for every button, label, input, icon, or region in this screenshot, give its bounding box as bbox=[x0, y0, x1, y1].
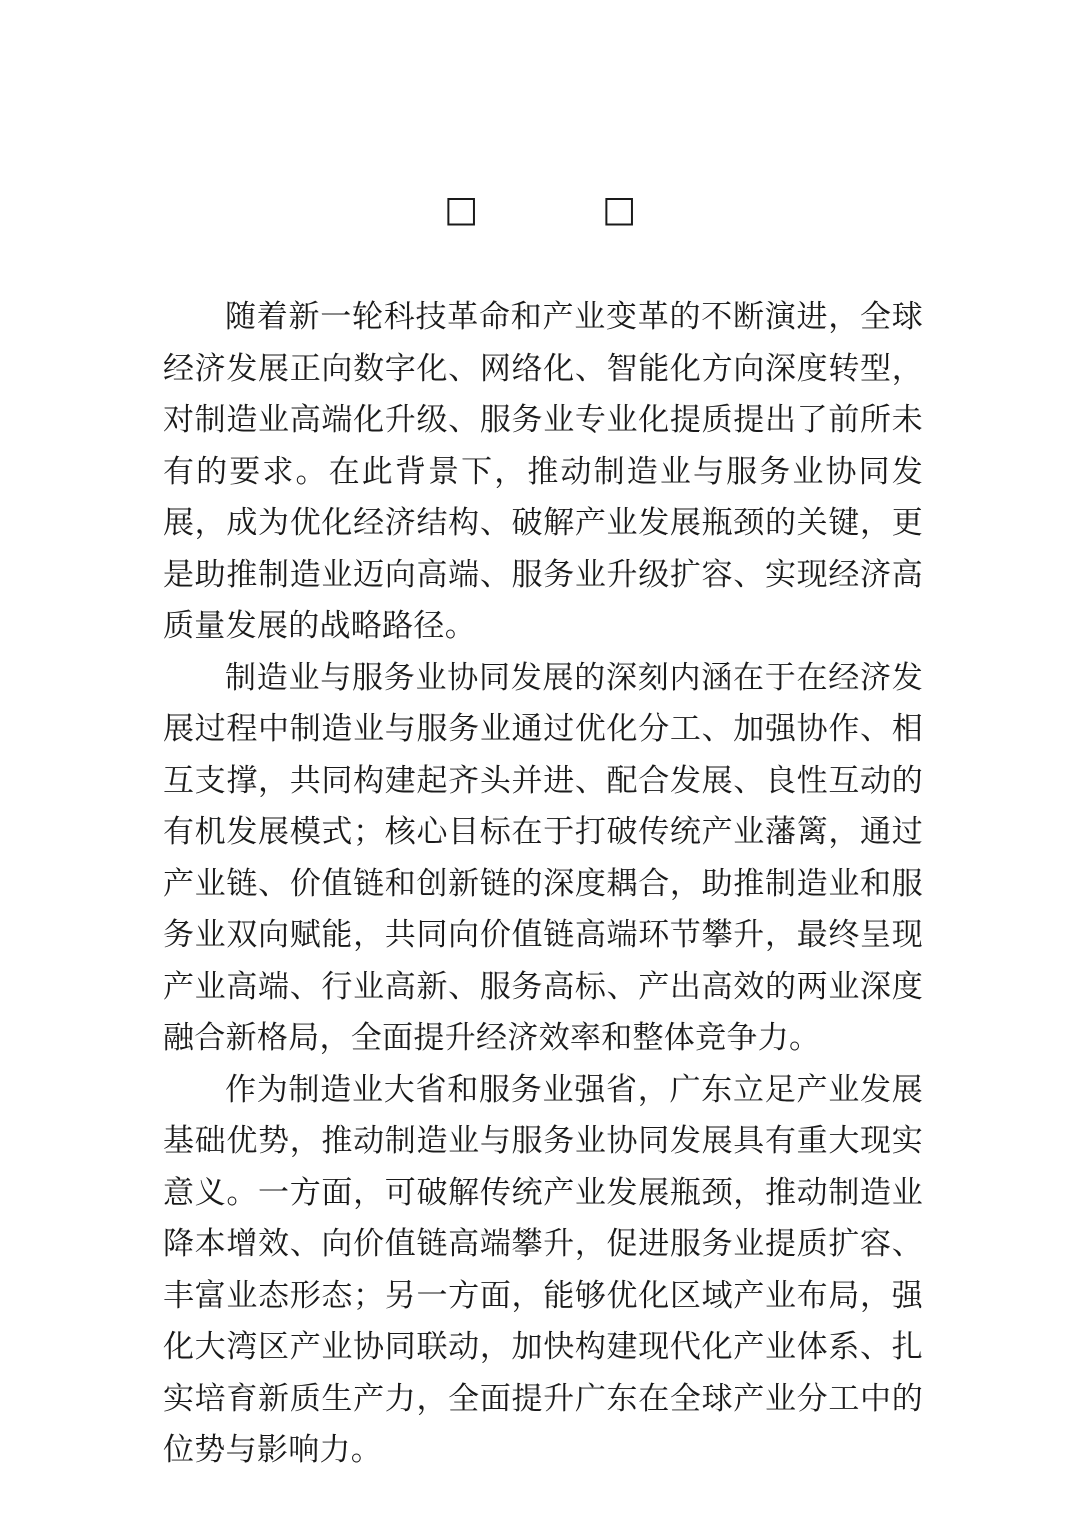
paragraph-1: 随着新一轮科技革命和产业变革的不断演进，全球经济发展正向数字化、网络化、智能化方向深度转型，对制造业高端化升级、服务业专业化提质提出了前所未有的要求。在此背景下，推动制造业与服务业协同发展，成为优化经济结构、破解产业发展瓶颈的关键，更是助推制造业迈向高端、服务业升级扩容、实现经济高质量发展的战略路径。 bbox=[163, 299, 923, 644]
page-title: □ □ bbox=[443, 189, 681, 230]
paragraph-3: 作为制造业大省和服务业强省，广东立足产业发展基础优势，推动制造业与服务业协同发展具有重大现实意义。一方面，可破解传统产业发展瓶颈，推动制造业降本增效、向价值链高端攀升，促进服务业提质扩容、丰富业态形态；另一方面，能够优化区域产业布局，强化大湾区产业协同联动，加快构建现代化产业体系、扎实培育新质生产力，全面提升广东在全球产业分工中的位势与影响力。 bbox=[163, 1071, 923, 1468]
document-body bbox=[163, 292, 923, 1477]
paragraph-2: 制造业与服务业协同发展的深刻内涵在于在经济发展过程中制造业与服务业通过优化分工、加强协作、相互支撑，共同构建起齐头并进、配合发展、良性互动的有机发展模式；核心目标在于打破传统产业藩篱，通过产业链、价值链和创新链的深度耦合，助推制造业和服务业双向赋能，共同向价值链高端环节攀升，最终呈现产业高端、行业高新、服务高标、产出高效的两业深度融合新格局，全面提升经济效率和整体竞争力。 bbox=[163, 659, 923, 1056]
